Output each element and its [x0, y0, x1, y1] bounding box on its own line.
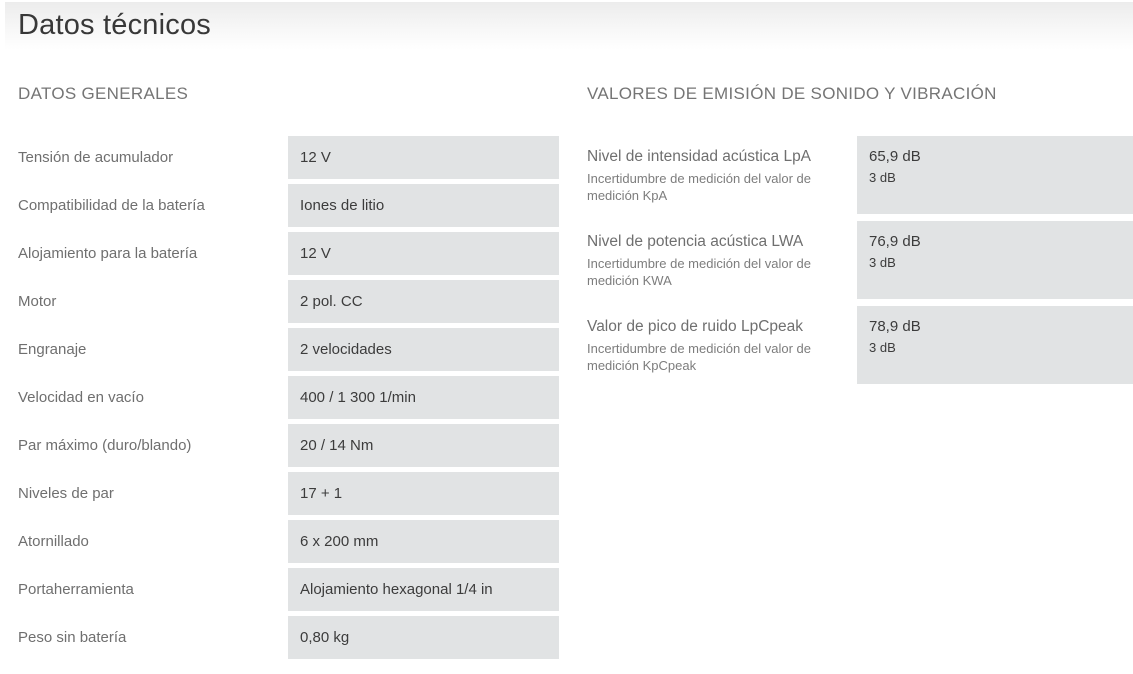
- spec-uncertainty: 3 dB: [869, 340, 896, 355]
- spec-value-box: [288, 232, 559, 275]
- spec-columns: [0, 84, 1133, 664]
- spec-sublabel: Incertidumbre de medición del valor de medición KWA: [587, 256, 812, 288]
- spec-value-box: [857, 136, 1133, 214]
- spec-label-block: [587, 136, 857, 214]
- spec-value-box: [288, 616, 559, 659]
- spec-label: Niveles de par: [18, 485, 114, 502]
- table-row: [587, 136, 1133, 214]
- spec-value: 0,80 kg: [300, 629, 350, 646]
- spec-value: 78,9 dB: [869, 318, 921, 335]
- spec-sublabel: Incertidumbre de medición del valor de medición KpCpeak: [587, 341, 812, 373]
- spec-uncertainty: 3 dB: [869, 170, 896, 185]
- spec-value-box: [288, 568, 559, 611]
- table-row: [18, 328, 559, 371]
- section-emissions: [587, 84, 1133, 391]
- spec-uncertainty: 3 dB: [869, 255, 896, 270]
- spec-label: Atornillado: [18, 533, 89, 550]
- spec-value: Iones de litio: [300, 197, 385, 214]
- spec-value: 12 V: [300, 149, 331, 166]
- spec-value-box: [288, 328, 559, 371]
- table-row: [18, 424, 559, 467]
- spec-value: 2 pol. CC: [300, 293, 363, 310]
- spec-value-box: [288, 520, 559, 563]
- spec-value-box: [288, 136, 559, 179]
- spec-value: 20 / 14 Nm: [300, 437, 374, 454]
- table-row: [587, 306, 1133, 384]
- table-row: [18, 184, 559, 227]
- spec-label: Portaherramienta: [18, 581, 134, 598]
- spec-label-block: [587, 306, 857, 384]
- table-row: [18, 568, 559, 611]
- spec-value-box: [857, 306, 1133, 384]
- spec-value: 17 + 1: [300, 485, 343, 502]
- table-row: [18, 136, 559, 179]
- page-title: Datos técnicos: [18, 9, 211, 41]
- spec-label: Nivel de potencia acústica LWA: [587, 233, 804, 250]
- spec-label: Engranaje: [18, 341, 87, 358]
- spec-label: Peso sin batería: [18, 629, 127, 646]
- table-row: [587, 221, 1133, 299]
- spec-value: 400 / 1 300 1/min: [300, 389, 416, 406]
- section-emissions-heading: VALORES DE EMISIÓN DE SONIDO Y VIBRACIÓN: [587, 84, 997, 103]
- table-row: [18, 520, 559, 563]
- spec-label: Alojamiento para la batería: [18, 245, 198, 262]
- spec-label-block: [587, 221, 857, 299]
- spec-label: Nivel de intensidad acústica LpA: [587, 148, 812, 165]
- spec-label: Motor: [18, 293, 57, 310]
- spec-label: Compatibilidad de la batería: [18, 197, 205, 214]
- table-row: [18, 232, 559, 275]
- spec-value: 6 x 200 mm: [300, 533, 379, 550]
- table-row: [18, 280, 559, 323]
- spec-value-box: [288, 424, 559, 467]
- section-general: [18, 84, 559, 664]
- spec-label: Tensión de acumulador: [18, 149, 174, 166]
- spec-value: 65,9 dB: [869, 148, 921, 165]
- spec-value: Alojamiento hexagonal 1/4 in: [300, 581, 493, 598]
- spec-value-box: [288, 472, 559, 515]
- spec-label: Velocidad en vacío: [18, 389, 144, 406]
- spec-value-box: [288, 376, 559, 419]
- table-row: [18, 376, 559, 419]
- table-row: [18, 472, 559, 515]
- table-row: [18, 616, 559, 659]
- spec-value: 12 V: [300, 245, 331, 262]
- spec-value-box: [857, 221, 1133, 299]
- section-general-heading: DATOS GENERALES: [18, 84, 189, 103]
- spec-value-box: [288, 280, 559, 323]
- spec-label: Valor de pico de ruido LpCpeak: [587, 318, 803, 335]
- spec-sublabel: Incertidumbre de medición del valor de medición KpA: [587, 171, 812, 203]
- spec-value: 2 velocidades: [300, 341, 392, 358]
- spec-label: Par máximo (duro/blando): [18, 437, 192, 454]
- spec-value-box: [288, 184, 559, 227]
- spec-value: 76,9 dB: [869, 233, 921, 250]
